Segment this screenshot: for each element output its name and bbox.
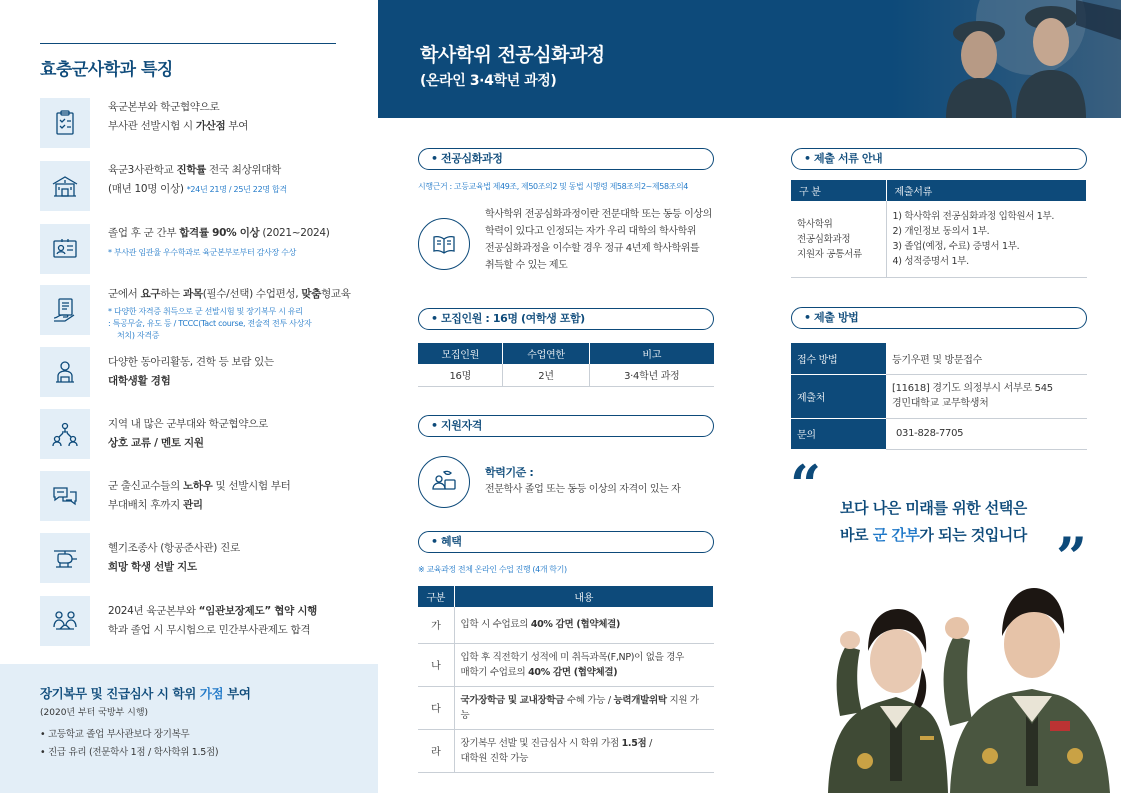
feature-item-academy	[40, 161, 350, 213]
quote-close-mark: ”	[1056, 525, 1088, 589]
degree-bonus-box	[0, 664, 378, 793]
table-row: 다 국가장학금 및 교내장학금 수혜 가능 / 능력개발위탁 지원 가능	[418, 686, 714, 729]
feature-item-campus-life	[40, 347, 350, 399]
slogan-line-2: 바로 군 간부가 되는 것입니다	[840, 526, 1027, 544]
section-qualify: • 지원자격	[418, 415, 714, 437]
table-row: 가 입학 시 수업료의 40% 감면 (협약체결)	[418, 607, 714, 643]
major-description: 학사학위 전공심화과정이란 전문대학 또는 동등 이상의 학력이 있다고 인정되는 자가 우리 대학의 학사학위 전공심화과정을 이수할 경우 정규 4년제 학사학위를 취득할 수 있는 제도	[485, 209, 712, 271]
student-icon	[40, 347, 90, 397]
degree-bonus-sub: (2020년 부터 국방부 시행)	[40, 708, 149, 718]
feature-item-pass-rate	[40, 224, 350, 276]
column-header: 구 분	[791, 180, 886, 201]
feature-item-exchange	[40, 409, 350, 461]
handshake-icon	[40, 596, 90, 646]
benefit-table	[418, 586, 714, 773]
documents-table	[791, 180, 1087, 278]
feature-item-agreement	[40, 596, 350, 648]
column-header: 수업연한	[503, 343, 589, 364]
legal-basis: 시행근거 : 고등교육법 제49조, 제50조의2 및 동법 시행령 제58조의2~제58조의4	[418, 182, 688, 191]
feature-text: 육군본부와 학군협약으로 부사관 선발시험 시 가산점 부여	[108, 101, 249, 132]
document-hand-icon	[40, 285, 90, 335]
section-major: • 전공심화과정	[418, 148, 714, 170]
id-card-icon	[40, 224, 90, 274]
feature-text: 육군3사관학교 진학률 전국 최상위대학 (매년 10명 이상) *24년 21명 / 25년 22명 합격	[108, 164, 287, 195]
school-building-icon	[40, 161, 90, 211]
table-row: 라 장기복무 선발 및 진급심사 시 학위 가점 1.5점 / 대학원 진학 가능	[418, 729, 714, 772]
feature-text: 졸업 후 군 간부 합격률 90% 이상 (2021~2024) * 부사관 임관율 우수학과로 육군본부로부터 감사장 수상	[108, 227, 330, 257]
page-title: 학사학위 전공심화과정	[420, 44, 605, 66]
page-subtitle: (온라인 3·4학년 과정)	[420, 73, 557, 89]
column-header: 제출서류	[886, 180, 1087, 201]
feature-text: 군에서 요구하는 과목(필수/선택) 수업편성, 맞춤형교육 * 다양한 자격증 취득으로 군 선발시험 및 장기복무 시 유리 : 특공무술, 유도 등 / TCCC(Tact course, 전술적 전투 사상자 처치) 자격증	[108, 288, 351, 340]
clipboard-icon	[40, 98, 90, 148]
feature-item-curriculum	[40, 285, 351, 340]
quote-open-mark: “	[790, 453, 822, 517]
network-people-icon	[40, 409, 90, 459]
recruit-table	[418, 343, 714, 387]
feature-text: 군 출신교수들의 노하우 및 선발시험 부터 부대배치 후까지 관리	[108, 480, 291, 511]
column-header: 비고	[589, 343, 714, 364]
section-recruit: • 모집인원 : 16명 (여학생 포함)	[418, 308, 714, 330]
book-icon	[418, 218, 470, 270]
qualification: 학력기준 : 전문학사 졸업 또는 동등 이상의 자격이 있는 자	[485, 466, 681, 495]
section-submit: • 제출 방법	[791, 307, 1087, 329]
feature-item-professors	[40, 471, 350, 523]
table-row: 제출처 [11618] 경기도 의정부시 서부로 545 경민대학교 교무학생처	[791, 374, 1087, 418]
table-row: 나 입학 후 직전학기 성적에 미 취득과목(F,NP)이 없을 경우 매학기 수업료의 40% 감면 (협약체결)	[418, 643, 714, 686]
section-docs: • 제출 서류 안내	[791, 148, 1087, 170]
table-row: 문의 031-828-7705	[791, 418, 1087, 449]
feature-item-bonus	[40, 98, 350, 150]
person-id-icon	[418, 456, 470, 508]
soldiers-illustration	[820, 556, 1121, 793]
header-band	[378, 0, 1121, 118]
column-header: 구분	[418, 586, 454, 607]
column-header: 내용	[454, 586, 714, 607]
helicopter-icon	[40, 533, 90, 583]
feature-item-pilot	[40, 533, 350, 585]
feature-text: 헬기조종사 (항공준사관) 진로 희망 학생 선발 지도	[108, 542, 240, 573]
feature-text: 지역 내 많은 군부대와 학군협약으로 상호 교류 / 멘토 지원	[108, 418, 268, 449]
table-row: 16명 2년 3·4학년 과정	[418, 364, 714, 386]
title-rule	[40, 43, 336, 44]
soldiers-photo	[891, 0, 1121, 118]
section-benefit: • 혜택	[418, 531, 714, 553]
chat-bubbles-icon	[40, 471, 90, 521]
list-item: • 진급 유리 (전문학사 1점 / 학사학위 1.5점)	[40, 747, 219, 758]
feature-text: 2024년 육군본부와 “임관보장제도” 협약 시행 학과 졸업 시 무시험으로 민간부사관제도 합격	[108, 605, 317, 636]
degree-bonus-title: 장기복무 및 진급심사 시 학위 가점 부여	[40, 686, 251, 701]
column-header: 모집인원	[418, 343, 503, 364]
features-title: 효충군사학과 특징	[40, 60, 173, 80]
list-item: • 고등학교 졸업 부사관보다 장기복무	[40, 729, 190, 740]
degree-bonus-list	[40, 726, 338, 758]
submission-table	[791, 343, 1087, 450]
benefit-note: ※ 교육과정 전체 온라인 수업 진행 (4개 학기)	[418, 565, 567, 574]
slogan-line-1: 보다 나은 미래를 위한 선택은	[840, 499, 1027, 517]
features-column	[0, 0, 378, 793]
table-row: 학사학위 전공심화과정 지원자 공통서류 1) 학사학위 전공심화과정 입학원서 1부. 2) 개인정보 동의서 1부. 3) 졸업(예정, 수료) 증명서 1부. 4) 성적증명서 1부.	[791, 201, 1087, 278]
table-row: 접수 방법 등기우편 및 방문접수	[791, 343, 1087, 374]
feature-text: 다양한 동아리활동, 견학 등 보람 있는 대학생활 경험	[108, 356, 274, 387]
